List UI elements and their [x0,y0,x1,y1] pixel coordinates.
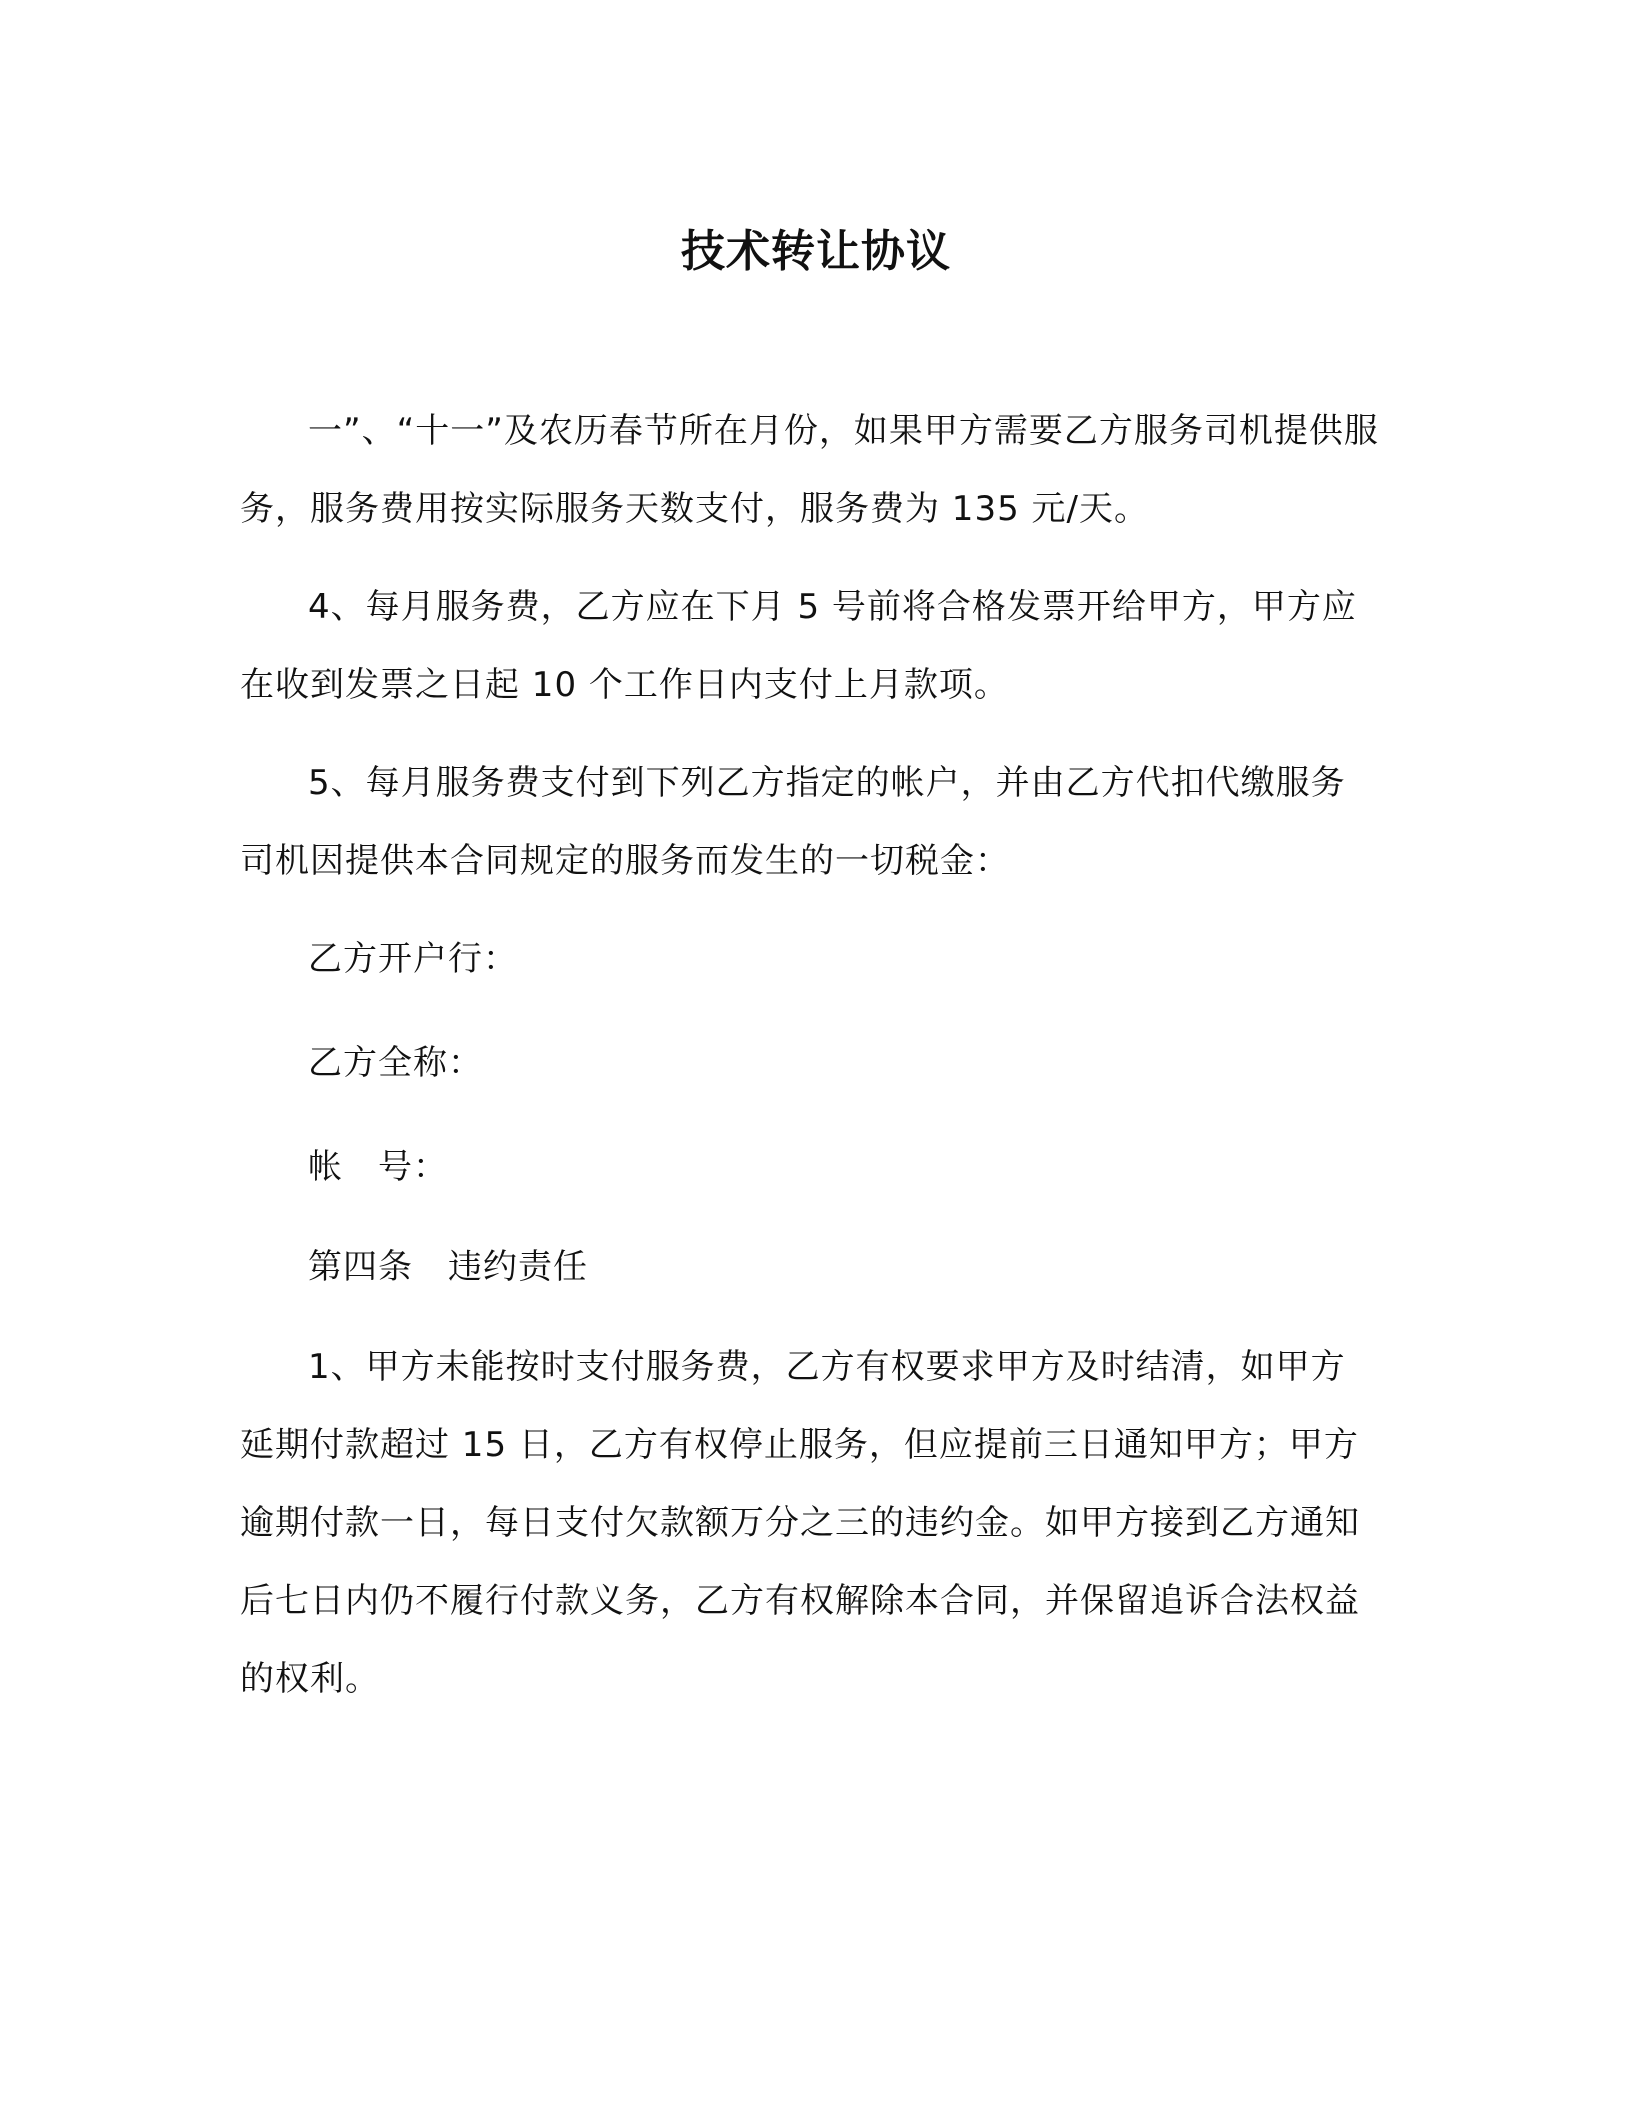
article-heading: 第四条 违约责任 [308,1247,588,1287]
account-name-label: 乙方全称： [308,1043,483,1083]
paragraph-breach: 1、甲方未能按时支付服务费，乙方有权要求甲方及时结清，如甲方延期付款超过 15 日，乙方有权停止服务，但应提前三日通知甲方；甲方逾期付款一日，每日支付欠款额万分之三的违约金。如甲方接到乙方通知后七日内仍不履行付款义务，乙方有权解除本合同，并保留追诉合法权益的权利。 [240,1347,1360,1699]
paragraph-invoice: 4、每月服务费，乙方应在下月 5 号前将合格发票开给甲方，甲方应在收到发票之日起 10 个工作日内支付上月款项。 [240,587,1357,705]
account-number-label: 帐 号： [308,1147,448,1187]
bank-label: 乙方开户行： [308,939,518,979]
paragraph-service-fee: 一”、“十一”及农历春节所在月份，如果甲方需要乙方服务司机提供服务，服务费用按实际服务天数支付，服务费为 135 元/天。 [240,411,1379,529]
document-body [240,392,1380,1718]
paragraph-payment-account: 5、每月服务费支付到下列乙方指定的帐户，并由乙方代扣代缴服务司机因提供本合同规定的服务而发生的一切税金： [240,763,1346,881]
document-title: 技术转让协议 [681,226,951,277]
